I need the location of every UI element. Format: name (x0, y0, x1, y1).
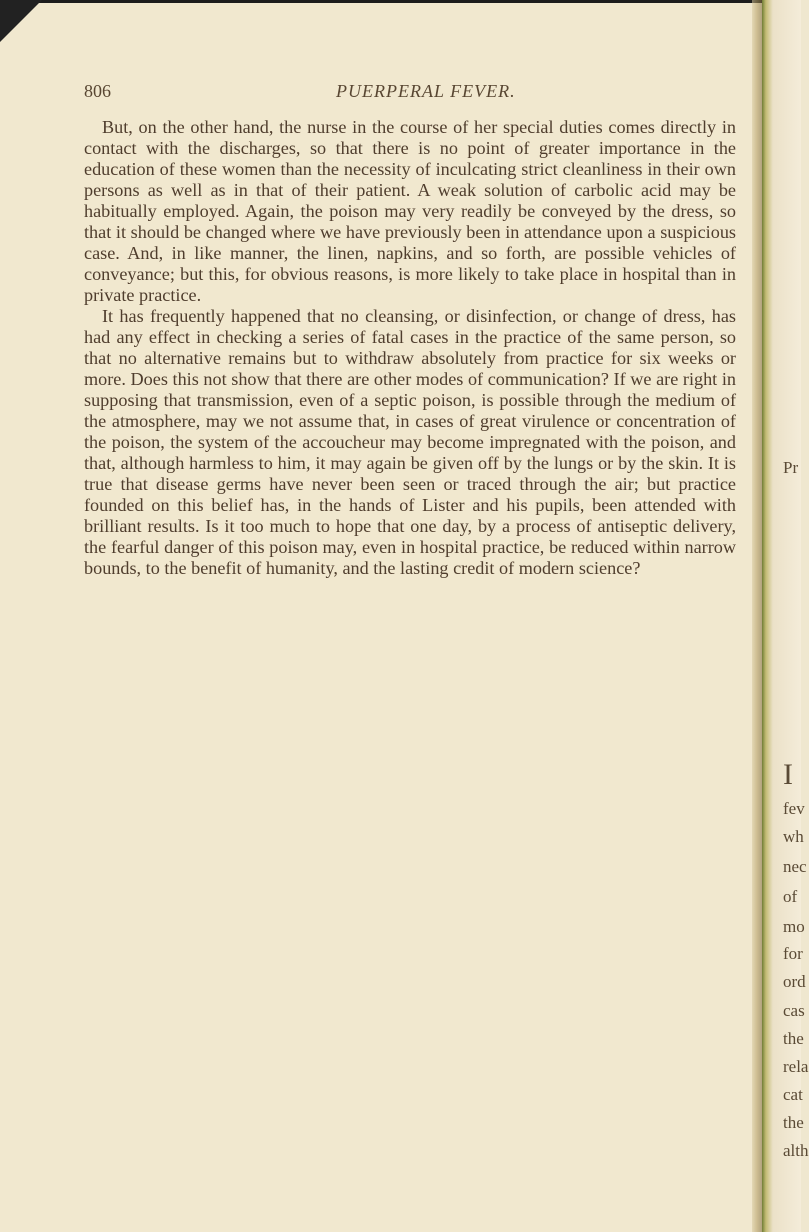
running-title: PUERPERAL FEVER. (336, 81, 516, 101)
next-page-fragment: of (783, 887, 798, 906)
running-head (84, 80, 731, 102)
corner-mark (0, 0, 42, 42)
next-page-fragment: ord (783, 972, 806, 991)
next-page-fragment: cas (783, 1001, 805, 1020)
next-page-fragment: fev (783, 799, 805, 818)
next-page-fragment: I (783, 758, 793, 791)
next-page-fragment: mo (783, 917, 805, 936)
next-page-fragment: the (783, 1029, 804, 1048)
page-number: 806 (84, 81, 111, 101)
next-page-fragment: the (783, 1113, 804, 1132)
next-page-fragment: rela (783, 1057, 809, 1076)
page-gutter (752, 0, 762, 1232)
paragraph-1: But, on the other hand, the nurse in the course of her special duties comes directly in contact with the discharges, so that there is no point of greater importance in the education of these women than the necessity of inculcating strict cleanliness in their own persons as well as in that of their patient. A weak solution of carbolic acid may be habitually employed. Again, the poison may very readily be conveyed by the dress, so that it should be changed where we have previously been in attendance upon a suspicious case. And, in like manner, the linen, napkins, and so forth, are possible vehicles of conveyance; but this, for obvious reasons, is more likely to take place in hospital than in private practice. (84, 117, 736, 305)
paragraph-2: It has frequently happened that no cleansing, or disinfection, or change of dress, has had any effect in checking a series of fatal cases in the practice of the same person, so that no alternative remains but to withdraw absolutely from practice for six weeks or more. Does this not show that there are other modes of communication? If we are right in supposing that transmission, even of a septic poison, is possible through the medium of the atmosphere, may we not assume that, in cases of great virulence or concentration of the poison, the system of the accoucheur may become impregnated with the poison, and that, although harmless to him, it may again be given off by the lungs or by the skin. It is true that disease germs have never been seen or traced through the air; but practice founded on this belief has, in the hands of Lister and his pupils, been attended with brilliant results. Is it too much to hope that one day, by a process of antiseptic delivery, the fearful danger of this poison may, even in hospital practice, be reduced within narrow bounds, to the benefit of humanity, and the lasting credit of modern science? (84, 306, 736, 578)
next-page-fragment: alth (783, 1141, 809, 1160)
next-page-fragment: Pr (783, 458, 799, 477)
top-rule (0, 0, 801, 3)
next-page-edge (762, 0, 809, 1232)
next-page-fragment: cat (783, 1085, 803, 1104)
body-text (84, 117, 736, 579)
next-page-fragment: nec (783, 857, 807, 876)
next-page-fragment: for (783, 944, 803, 963)
next-page-fragment: wh (783, 827, 804, 846)
